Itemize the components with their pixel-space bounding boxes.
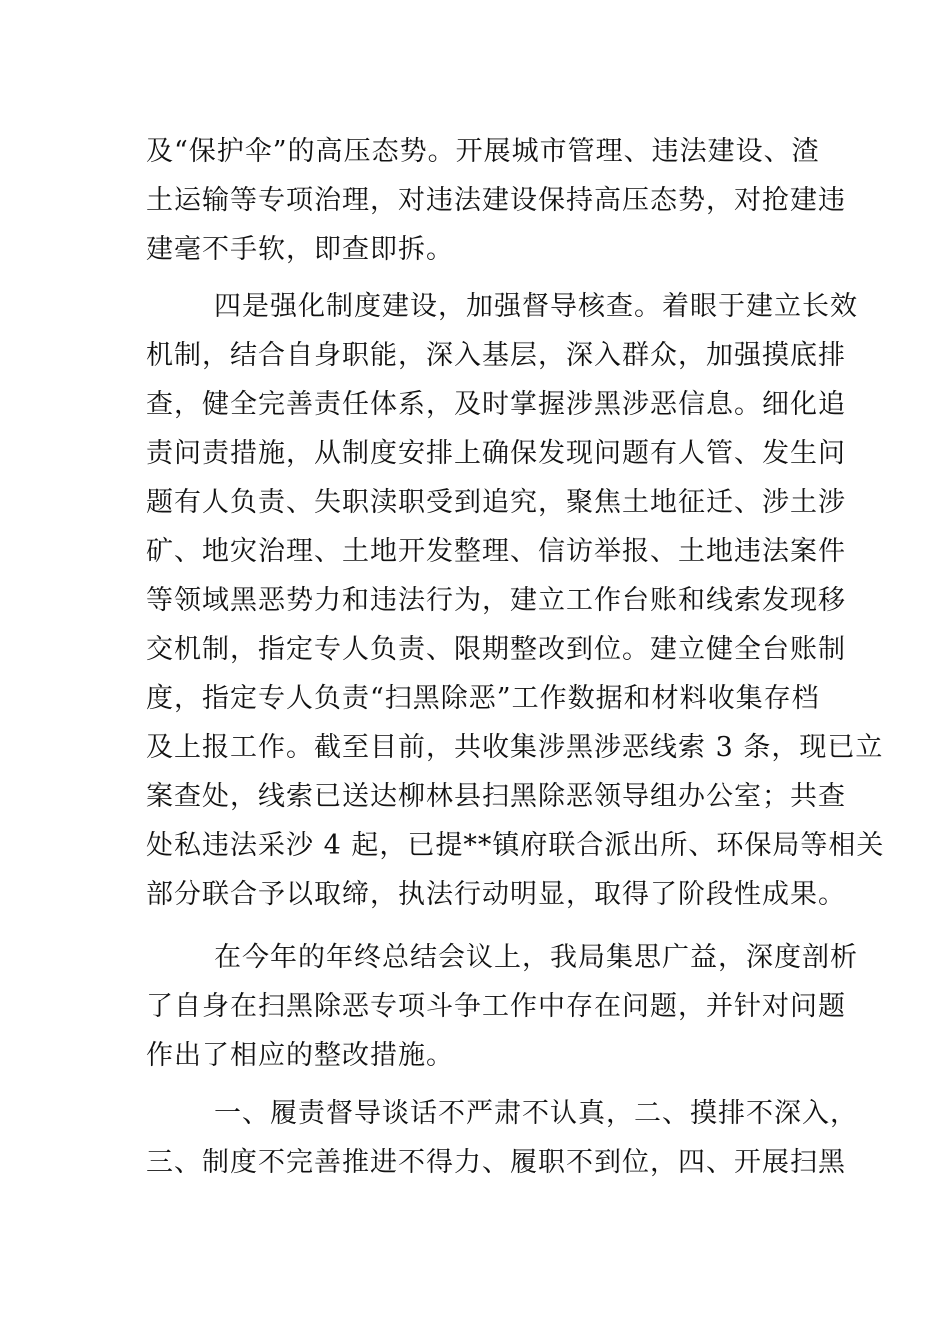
- text-line: 及“保护伞”的高压态势。开展城市管理、违法建设、渣: [146, 136, 820, 167]
- paragraph-first-line: 四是强化制度建设，加强督导核查。着眼于建立长效: [214, 291, 858, 322]
- text-line: 建毫不手软，即查即拆。: [146, 234, 454, 265]
- text-line: 等领域黑恶势力和违法行为，建立工作台账和线索发现移: [146, 585, 846, 616]
- text-line: 及上报工作。截至目前，共收集涉黑涉恶线索 3 条，现已立: [146, 732, 884, 763]
- text-line: 土运输等专项治理，对违法建设保持高压态势，对抢建违: [146, 185, 846, 216]
- text-line: 三、制度不完善推进不得力、履职不到位，四、开展扫黑: [146, 1147, 846, 1178]
- text-line: 度，指定专人负责“扫黑除恶”工作数据和材料收集存档: [146, 683, 820, 714]
- text-line: 交机制，指定专人负责、限期整改到位。建立健全台账制: [146, 634, 846, 665]
- paragraph-first-line: 在今年的年终总结会议上，我局集思广益，深度剖析: [214, 942, 858, 973]
- text-line: 机制，结合自身职能，深入基层，深入群众，加强摸底排: [146, 340, 846, 371]
- text-line: 作出了相应的整改措施。: [146, 1040, 454, 1071]
- text-line: 题有人负责、失职渎职受到追究，聚焦土地征迁、涉土涉: [146, 487, 846, 518]
- text-line: 查，健全完善责任体系，及时掌握涉黑涉恶信息。细化追: [146, 389, 846, 420]
- text-line: 矿、地灾治理、土地开发整理、信访举报、土地违法案件: [146, 536, 846, 567]
- text-line: 部分联合予以取缔，执法行动明显，取得了阶段性成果。: [146, 879, 846, 910]
- text-line: 案查处，线索已送达柳林县扫黑除恶领导组办公室；共查: [146, 781, 846, 812]
- paragraph-first-line: 一、履责督导谈话不严肃不认真，二、摸排不深入，: [214, 1098, 858, 1129]
- text-line: 责问责措施，从制度安排上确保发现问题有人管、发生问: [146, 438, 846, 469]
- text-line: 了自身在扫黑除恶专项斗争工作中存在问题，并针对问题: [146, 991, 846, 1022]
- text-line: 处私违法采沙 4 起，已提**镇府联合派出所、环保局等相关: [146, 830, 885, 861]
